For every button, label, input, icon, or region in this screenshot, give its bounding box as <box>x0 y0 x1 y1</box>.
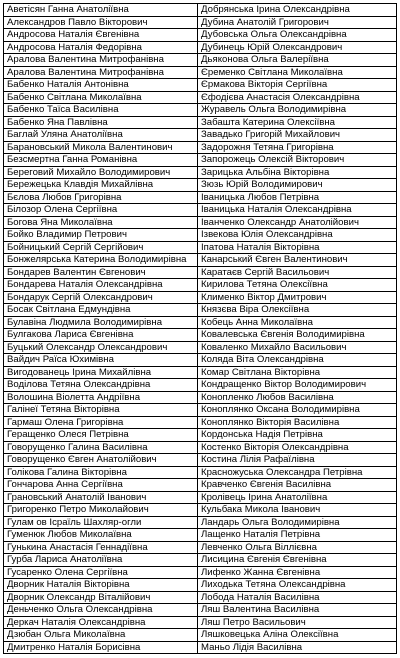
table-row <box>4 54 397 67</box>
name-cell-right: Завадько Григорій Михайлович <box>198 129 397 142</box>
name-cell-left: Грановський Анатолій Іванович <box>4 491 198 504</box>
name-cell-right: Лобода Наталія Василівна <box>198 591 397 604</box>
name-cell-right: Каратаєв Сергій Васильович <box>198 266 397 279</box>
table-row <box>4 329 397 342</box>
name-cell-right: Конопленко Любов Василівна <box>198 391 397 404</box>
name-cell-left: Гончарова Анна Сергіївна <box>4 479 198 492</box>
table-row <box>4 316 397 329</box>
name-cell-left: Воділова Тетяна Олександрівна <box>4 379 198 392</box>
name-cell-left: Волошина Віолетта Андріївна <box>4 391 198 404</box>
name-cell-right: Лифенко Жанна Євгенівна <box>198 566 397 579</box>
table-row <box>4 16 397 29</box>
table-row <box>4 116 397 129</box>
name-cell-right: Задорожня Тетяна Григорівна <box>198 141 397 154</box>
name-cell-right: Єрмакова Вікторія Сергіївна <box>198 79 397 92</box>
name-cell-right: Дубина Анатолій Григорович <box>198 16 397 29</box>
table-row <box>4 541 397 554</box>
name-cell-right: Князєва Віра Олексіївна <box>198 304 397 317</box>
table-row <box>4 641 397 654</box>
name-cell-left: Говорущенко Галина Василівна <box>4 441 198 454</box>
name-cell-right: Костенко Вікторія Олександрівна <box>198 441 397 454</box>
table-row <box>4 204 397 217</box>
table-row <box>4 629 397 642</box>
table-row <box>4 341 397 354</box>
name-cell-left: Бойко Владимир Петрович <box>4 229 198 242</box>
name-cell-right: Ляш Петро Васильович <box>198 616 397 629</box>
name-cell-left: Богова Яна Миколаївна <box>4 216 198 229</box>
table-row <box>4 616 397 629</box>
table-row <box>4 216 397 229</box>
table-row <box>4 479 397 492</box>
table-row <box>4 466 397 479</box>
name-cell-left: Деркач Наталія Олександрівна <box>4 616 198 629</box>
table-row <box>4 429 397 442</box>
name-cell-left: Баглай Уляна Анатоліївна <box>4 129 198 142</box>
table-row <box>4 266 397 279</box>
name-cell-left: Гусаренко Олена Сергіївна <box>4 566 198 579</box>
name-cell-right: Кульбака Микола Іванович <box>198 504 397 517</box>
name-cell-left: Дворник Наталія Вікторівна <box>4 579 198 592</box>
table-row <box>4 304 397 317</box>
name-cell-left: Бабенко Яна Павлівна <box>4 116 198 129</box>
table-row <box>4 366 397 379</box>
name-cell-right: Єфодієва Анастасія Олександрівна <box>198 91 397 104</box>
name-cell-left: Аралова Валентина Митрофанівна <box>4 66 198 79</box>
table-row <box>4 291 397 304</box>
name-cell-right: Єременко Світлана Миколаївна <box>198 66 397 79</box>
name-cell-left: Бабенко Наталія Антонівна <box>4 79 198 92</box>
name-cell-right: Ковалевська Євгенія Володимирівна <box>198 329 397 342</box>
name-cell-left: Бєлова Любов Григорівна <box>4 191 198 204</box>
name-cell-left: Гармаш Олена Григорівна <box>4 416 198 429</box>
table-row <box>4 391 397 404</box>
name-cell-left: Голікова Галина Вікторівна <box>4 466 198 479</box>
name-cell-right: Кордонська Надія Петрівна <box>198 429 397 442</box>
name-cell-left: Барановський Микола Валентинович <box>4 141 198 154</box>
table-row <box>4 579 397 592</box>
table-row <box>4 591 397 604</box>
table-row <box>4 166 397 179</box>
name-cell-right: Канарський Євген Валентинович <box>198 254 397 267</box>
name-cell-right: Маньо Лідія Василівна <box>198 641 397 654</box>
table-row <box>4 529 397 542</box>
table-row <box>4 229 397 242</box>
name-cell-left: Деньченко Ольга Олександрівна <box>4 604 198 617</box>
table-row <box>4 354 397 367</box>
name-cell-left: Бабенко Таїса Василівна <box>4 104 198 117</box>
name-cell-left: Григоренко Петро Миколайович <box>4 504 198 517</box>
name-cell-right: Красножуська Олександра Петрівна <box>198 466 397 479</box>
name-cell-right: Забашта Катерина Олексіївна <box>198 116 397 129</box>
table-row <box>4 279 397 292</box>
table-row <box>4 179 397 192</box>
name-cell-right: Коноплянко Вікторія Василівна <box>198 416 397 429</box>
name-cell-right: Кобець Анна Миколаївна <box>198 316 397 329</box>
table-row <box>4 604 397 617</box>
name-cell-left: Вайдич Раїса Юхимівна <box>4 354 198 367</box>
table-row <box>4 241 397 254</box>
names-table <box>3 3 397 654</box>
name-cell-right: Дубинець Юрій Олександрович <box>198 41 397 54</box>
name-cell-left: Александров Павло Вікторович <box>4 16 198 29</box>
name-cell-right: Лисицина Євгенія Євгенівна <box>198 554 397 567</box>
name-cell-right: Іпатова Наталія Вікторівна <box>198 241 397 254</box>
name-cell-left: Галінеї Тетяна Вікторівна <box>4 404 198 417</box>
name-cell-left: Аралова Валентина Митрофанівна <box>4 54 198 67</box>
name-cell-right: Дьяконова Ольга Валеріївна <box>198 54 397 67</box>
name-cell-right: Зюзь Юрій Володимирович <box>198 179 397 192</box>
name-cell-right: Кондращенко Віктор Володимирович <box>198 379 397 392</box>
name-cell-left: Бабенко Світлана Миколаївна <box>4 91 198 104</box>
name-cell-right: Кравченко Євгенія Василівна <box>198 479 397 492</box>
name-cell-right: Клименко Віктор Дмитрович <box>198 291 397 304</box>
name-cell-left: Бондарев Валентин Євгенович <box>4 266 198 279</box>
name-cell-left: Босак Світлана Едмундівна <box>4 304 198 317</box>
table-row <box>4 404 397 417</box>
name-cell-left: Гунькина Анастасія Геннадіївна <box>4 541 198 554</box>
name-cell-left: Андросова Наталія Федорівна <box>4 41 198 54</box>
name-cell-left: Бойницький Сергій Сергійович <box>4 241 198 254</box>
table-row <box>4 554 397 567</box>
name-cell-left: Бондарук Сергій Олександрович <box>4 291 198 304</box>
name-cell-right: Коваленко Михайло Васильович <box>198 341 397 354</box>
table-row <box>4 154 397 167</box>
name-cell-right: Ізвекова Юлія Олександрівна <box>198 229 397 242</box>
table-row <box>4 254 397 267</box>
table-row <box>4 141 397 154</box>
name-cell-right: Іванченко Олександр Анатолійович <box>198 216 397 229</box>
name-cell-left: Гулам ов Ісраїль Шахляр-огли <box>4 516 198 529</box>
name-cell-left: Білозор Олена Сергіївна <box>4 204 198 217</box>
name-cell-right: Дубовська Ольга Олександрівна <box>198 29 397 42</box>
name-cell-left: Дворник Олександр Віталійович <box>4 591 198 604</box>
name-cell-right: Кирилова Тетяна Олексіївна <box>198 279 397 292</box>
name-cell-left: Аветісян Ганна Анатоліївна <box>4 4 198 17</box>
table-row <box>4 491 397 504</box>
name-cell-left: Булавіна Людмила Володимирівна <box>4 316 198 329</box>
names-table-body <box>4 4 397 654</box>
name-cell-right: Іваницька Наталія Олександрівна <box>198 204 397 217</box>
name-cell-left: Дмитренко Наталія Борисівна <box>4 641 198 654</box>
table-row <box>4 4 397 17</box>
table-row <box>4 416 397 429</box>
table-row <box>4 79 397 92</box>
name-cell-left: Бережецька Клавдія Михайлівна <box>4 179 198 192</box>
table-row <box>4 454 397 467</box>
name-cell-left: Булгакова Лариса Євгенівна <box>4 329 198 342</box>
name-cell-right: Запорожець Олексій Вікторович <box>198 154 397 167</box>
name-cell-left: Гурба Лариса Анатоліївна <box>4 554 198 567</box>
name-cell-left: Безсмертна Ганна Романівна <box>4 154 198 167</box>
name-cell-left: Гуменюк Любов Миколаївна <box>4 529 198 542</box>
name-cell-right: Журавель Ольга Володимирівна <box>198 104 397 117</box>
name-cell-right: Лащенко Наталія Петрівна <box>198 529 397 542</box>
table-row <box>4 104 397 117</box>
table-row <box>4 129 397 142</box>
name-cell-right: Комар Світлана Вікторівна <box>198 366 397 379</box>
name-cell-right: Ляшковецька Аліна Олексіївна <box>198 629 397 642</box>
name-cell-right: Іваницька Любов Петрівна <box>198 191 397 204</box>
table-row <box>4 516 397 529</box>
table-row <box>4 441 397 454</box>
name-cell-left: Вигодованець Ірина Михайлівна <box>4 366 198 379</box>
table-row <box>4 191 397 204</box>
name-cell-left: Андросова Наталія Євгенівна <box>4 29 198 42</box>
name-cell-right: Кролівець Ірина Анатоліївна <box>198 491 397 504</box>
table-row <box>4 379 397 392</box>
name-cell-right: Коляда Віта Олександрівна <box>198 354 397 367</box>
table-row <box>4 91 397 104</box>
table-row <box>4 566 397 579</box>
name-cell-right: Коноплянко Оксана Володимирівна <box>198 404 397 417</box>
table-row <box>4 504 397 517</box>
name-cell-left: Бонжелярська Катерина Володимирівна <box>4 254 198 267</box>
name-cell-right: Ляш Валентина Василівна <box>198 604 397 617</box>
name-cell-right: Ландарь Ольга Володимирівна <box>198 516 397 529</box>
name-cell-left: Береговий Михайло Володимирович <box>4 166 198 179</box>
name-cell-right: Лиходька Тетяна Олександрівна <box>198 579 397 592</box>
name-cell-right: Костина Лілія Рафаїлівна <box>198 454 397 467</box>
table-row <box>4 29 397 42</box>
name-cell-left: Геращенко Олеся Петрівна <box>4 429 198 442</box>
name-cell-left: Дзюбан Ольга Миколаївна <box>4 629 198 642</box>
name-cell-left: Бондарева Наталія Олександрівна <box>4 279 198 292</box>
name-cell-right: Левченко Ольга Віллієвна <box>198 541 397 554</box>
table-row <box>4 41 397 54</box>
name-cell-right: Зарицька Альбіна Вікторівна <box>198 166 397 179</box>
name-cell-left: Говорущенко Євген Анатолійович <box>4 454 198 467</box>
name-cell-right: Добрянська Ірина Олександрівна <box>198 4 397 17</box>
table-row <box>4 66 397 79</box>
name-cell-left: Буцький Олександр Олександрович <box>4 341 198 354</box>
